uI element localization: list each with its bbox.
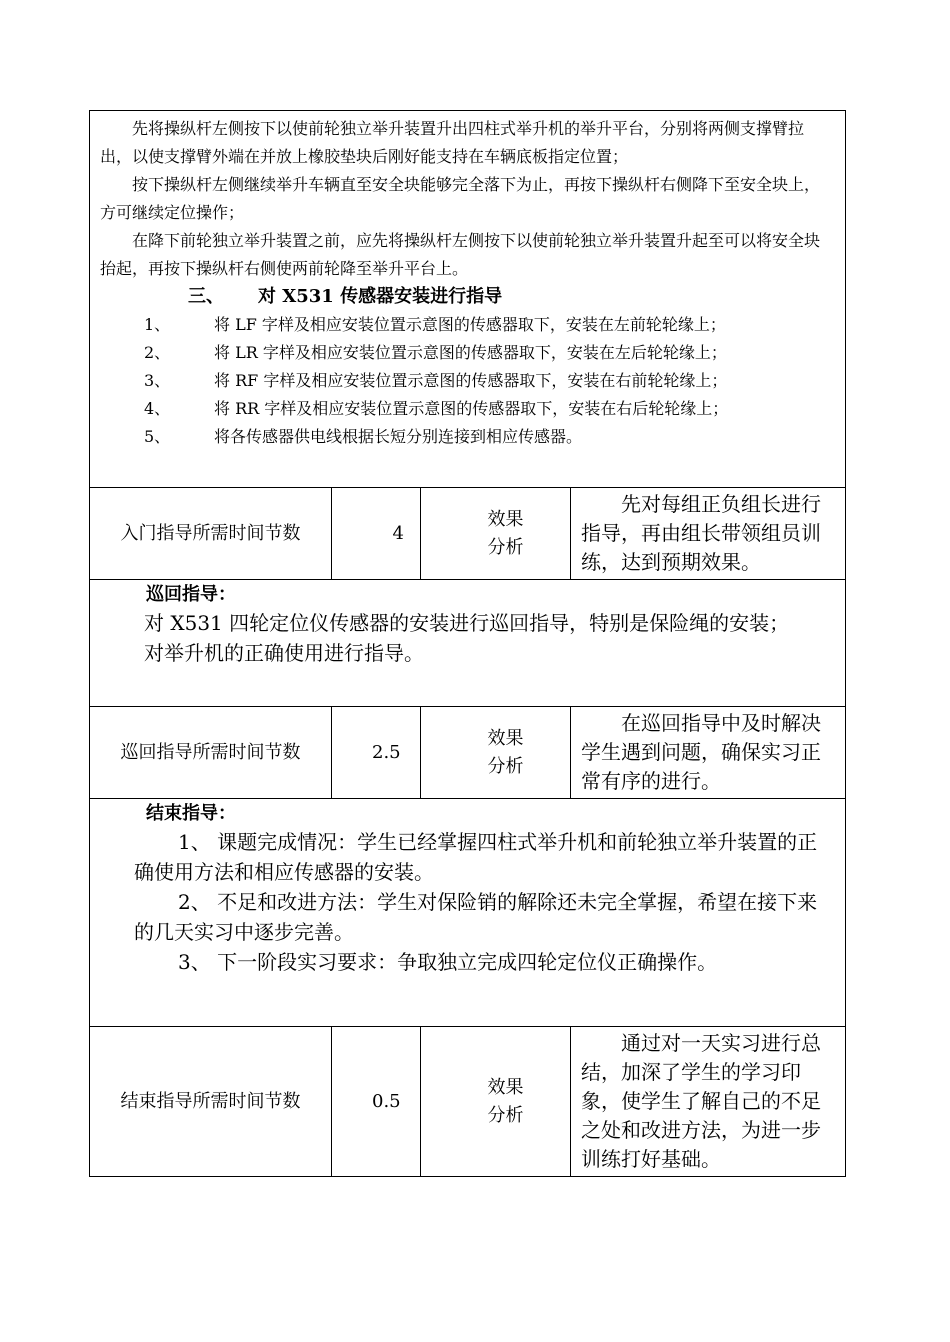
paragraph: 对 X531 四轮定位仪传感器的安装进行巡回指导，特别是保险绳的安装； xyxy=(144,611,790,635)
step-number: 3、 xyxy=(144,371,171,390)
end-time-value: 0.5 xyxy=(332,1027,421,1177)
intro-effect-text: 先对每组正负组长进行指导，再由组长带领组员训练，达到预期效果。 xyxy=(571,488,846,580)
step-list xyxy=(100,311,835,451)
list-item xyxy=(100,423,835,451)
paragraph: 先将操纵杆左侧按下以使前轮独立举升装置升出四柱式举升机的举升平台，分别将两侧支撑臂拉出，以使支撑臂外端在并放上橡胶垫块后刚好能支持在车辆底板指定位置； xyxy=(100,119,805,166)
intro-time-value: 4 xyxy=(332,488,421,580)
patrol-title: 巡回指导： xyxy=(146,584,236,605)
step-text: 将各传感器供电线根据长短分别连接到相应传感器。 xyxy=(214,427,583,446)
paragraph: 在降下前轮独立举升装置之前，应先将操纵杆左侧按下以使前轮独立举升装置升起至可以将安全块抬起，再按下操纵杆右侧使两前轮降至举升平台上。 xyxy=(100,231,821,278)
list-item xyxy=(100,339,835,367)
end-section xyxy=(90,799,846,1027)
end-time-label: 结束指导所需时间节数 xyxy=(90,1027,332,1177)
patrol-section-row xyxy=(90,580,846,707)
list-item: 2、 不足和改进方法：学生对保险销的解除还未完全掌握，希望在接下来的几天实习中逐步完善。 xyxy=(134,890,818,944)
patrol-time-row xyxy=(90,707,846,799)
paragraph: 按下操纵杆左侧继续举升车辆直至安全块能够完全落下为止，再按下操纵杆右侧降下至安全块上，方可继续定位操作； xyxy=(100,175,821,222)
step-number: 1、 xyxy=(144,315,171,334)
intro-effect-label: 效果分析 xyxy=(421,488,571,580)
list-item: 3、 下一阶段实习要求：争取独立完成四轮定位仪正确操作。 xyxy=(178,950,718,974)
end-title: 结束指导： xyxy=(146,803,236,824)
intro-time-label: 入门指导所需时间节数 xyxy=(90,488,332,580)
top-section-row xyxy=(90,111,846,488)
top-section xyxy=(90,111,846,488)
step-number: 4、 xyxy=(144,399,171,418)
list-item xyxy=(100,395,835,423)
lesson-table xyxy=(89,110,846,1177)
end-effect-label: 效果分析 xyxy=(421,1027,571,1177)
step-text: 将 RR 字样及相应安装位置示意图的传感器取下，安装在右后轮轮缘上； xyxy=(214,399,729,418)
end-section-row xyxy=(90,799,846,1027)
paragraph: 对举升机的正确使用进行指导。 xyxy=(144,641,424,665)
heading-number: 三、 xyxy=(188,286,224,307)
patrol-effect-label: 效果分析 xyxy=(421,707,571,799)
step-text: 将 LF 字样及相应安装位置示意图的传感器取下，安装在左前轮轮缘上； xyxy=(214,315,726,334)
heading-text: 对 X531 传感器安装进行指导 xyxy=(258,286,503,307)
step-text: 将 LR 字样及相应安装位置示意图的传感器取下，安装在左后轮轮缘上； xyxy=(214,343,727,362)
list-item xyxy=(100,367,835,395)
step-text: 将 RF 字样及相应安装位置示意图的传感器取下，安装在右前轮轮缘上； xyxy=(214,371,728,390)
section-heading xyxy=(100,283,835,311)
step-number: 2、 xyxy=(144,343,171,362)
patrol-time-label: 巡回指导所需时间节数 xyxy=(90,707,332,799)
intro-time-row xyxy=(90,488,846,580)
end-effect-text: 通过对一天实习进行总结，加深了学生的学习印象，使学生了解自己的不足之处和改进方法，为进一步训练打好基础。 xyxy=(571,1027,846,1177)
end-time-row xyxy=(90,1027,846,1177)
list-item: 1、 课题完成情况：学生已经掌握四柱式举升机和前轮独立举升装置的正确使用方法和相应传感器的安装。 xyxy=(134,830,818,884)
patrol-time-value: 2.5 xyxy=(332,707,421,799)
patrol-section xyxy=(90,580,846,707)
list-item xyxy=(100,311,835,339)
step-number: 5、 xyxy=(144,427,171,446)
patrol-effect-text: 在巡回指导中及时解决学生遇到问题，确保实习正常有序的进行。 xyxy=(571,707,846,799)
